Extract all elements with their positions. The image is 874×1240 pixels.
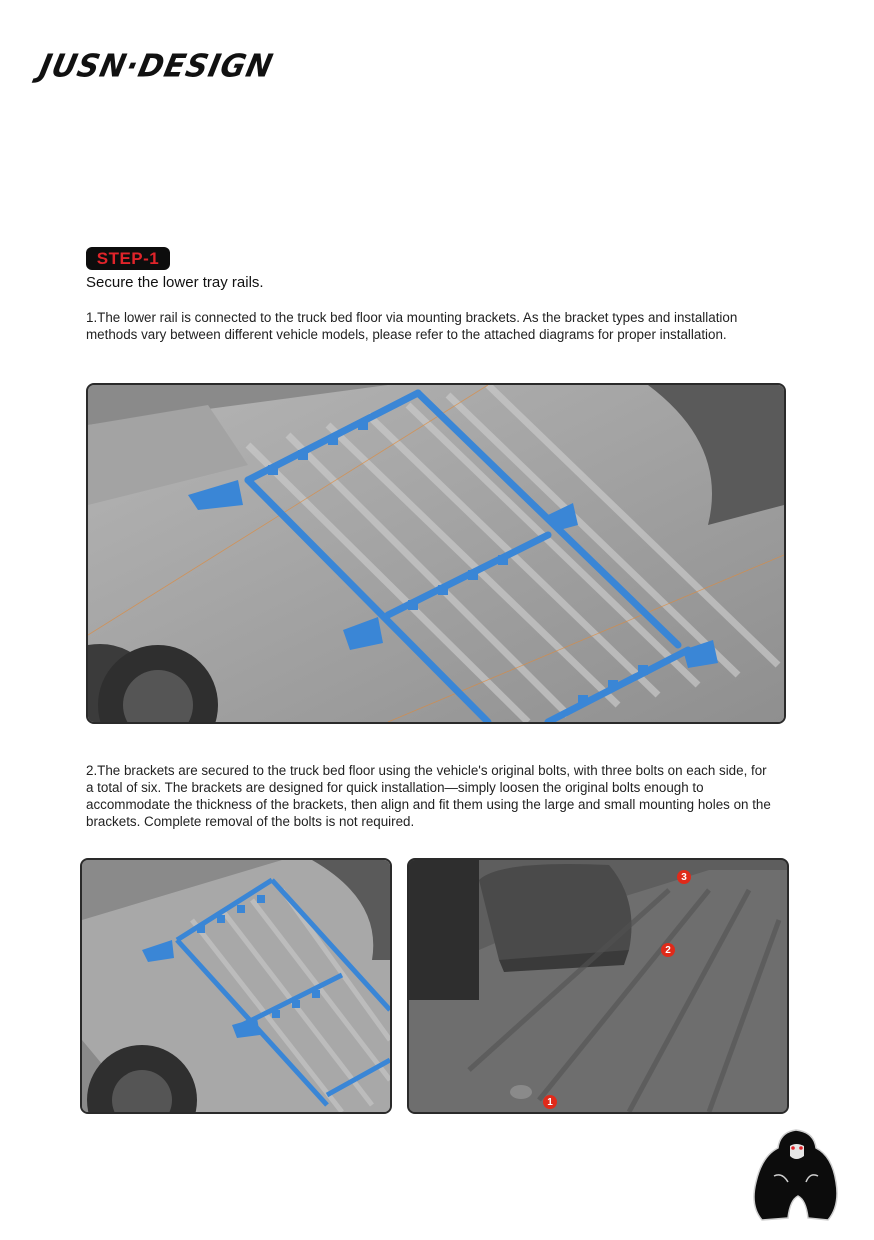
bolt-marker-1: 1 — [543, 1095, 557, 1109]
left-render-figure — [80, 858, 392, 1114]
main-render-figure — [86, 383, 786, 724]
gorilla-logo-icon — [748, 1126, 844, 1222]
truck-bed-render-side — [82, 860, 390, 1112]
truck-bed-photo-figure — [407, 858, 789, 1114]
brand-logo — [36, 48, 330, 85]
instruction-paragraph-1: 1.The lower rail is connected to the truck bed floor via mounting brackets. As the bracket types and installation methods vary between different vehicle models, please refer to the attached diagrams for proper installation. — [86, 310, 738, 342]
brand-logo-text: JUSN·DESIGN — [36, 48, 277, 85]
truck-bed-render — [88, 385, 784, 722]
step-badge — [86, 247, 170, 270]
bolt-marker-3: 3 — [677, 870, 691, 884]
bolt-marker-2: 2 — [661, 943, 675, 957]
step-badge-label: STEP-1 — [96, 248, 160, 268]
instruction-paragraph-2: 2.The brackets are secured to the truck bed floor using the vehicle's original bolts, with three bolts on each side, for a total of six. The brackets are designed for quick installation—simply loosen the original bolts enough to accommodate the thickness of the brackets, then align and fit them using the large and small mounting holes on the brackets. Complete removal of the bolts is not required. — [86, 763, 771, 829]
truck-bed-photo — [409, 860, 787, 1112]
step-title: Secure the lower tray rails. — [86, 274, 264, 291]
